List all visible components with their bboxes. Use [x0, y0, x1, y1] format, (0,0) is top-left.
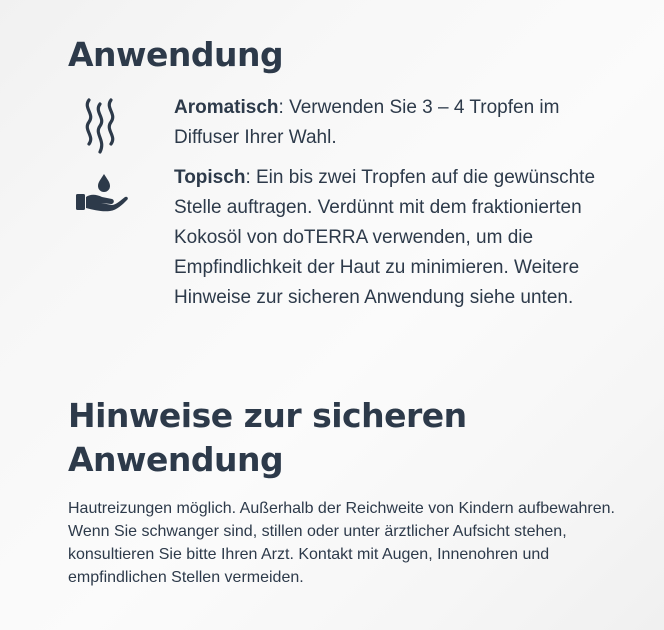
- safety-text: Hautreizungen möglich. Außerhalb der Reichweite von Kindern aufbewahren. Wenn Sie schwanger sind, stillen oder unter ärztlicher Aufsicht stehen, konsultieren Sie bitte Ihren Arzt. Kontakt mit Augen, Innenohren und empfindlichen Stellen vermeiden.: [68, 500, 615, 586]
- usage-item-separator: :: [278, 97, 290, 118]
- usage-item-text: Verwenden Sie 3 – 4 Tropfen im Diffuser Ihrer Wahl.: [174, 97, 560, 148]
- usage-item-aromatic: [174, 93, 614, 153]
- usage-item-separator: :: [245, 167, 256, 188]
- hand-with-drop-icon: [74, 172, 130, 214]
- usage-heading: Anwendung: [68, 35, 284, 74]
- usage-item-label: Topisch: [174, 167, 246, 188]
- safety-heading: Hinweise zur sicheren Anwendung: [68, 396, 467, 479]
- usage-item-text: Ein bis zwei Tropfen auf die gewünschte Stelle auftragen. Verdünnt mit dem fraktionierten Kokosöl von doTERRA verwenden, um die Empfindlichkeit der Haut zu minimieren. Weitere Hinweise zur sicheren Anwendung siehe unten.: [174, 167, 596, 308]
- usage-item-topical: [174, 163, 614, 313]
- aroma-waves-icon: [80, 96, 120, 156]
- usage-item-label: Aromatisch: [174, 97, 279, 118]
